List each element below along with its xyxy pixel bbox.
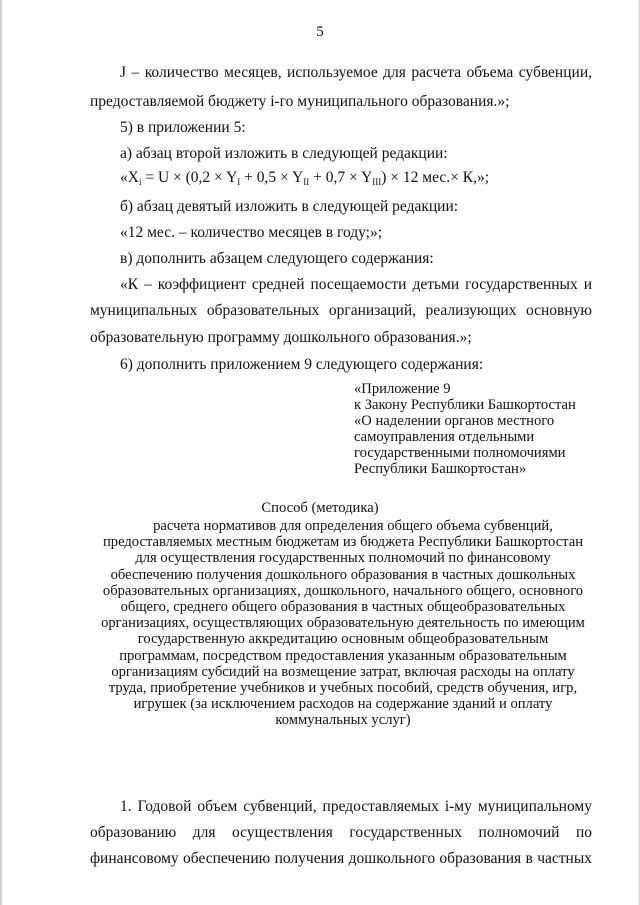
text-line-8: в) дополнить абзацем следующего содержания: (120, 250, 434, 267)
formula-subscript: I (237, 177, 241, 187)
text-line-12: 6) дополнить приложением 9 следующего содержания: (120, 356, 484, 373)
text-line-10: муниципальных образовательных организаций, реализующих основную (90, 302, 592, 319)
formula-subscript: i (138, 177, 142, 187)
text-line-4: а) абзац второй изложить в следующей редакции: (120, 145, 448, 162)
para1-line-2: образованию для осуществления государственных полномочий по (90, 824, 592, 841)
formula-subscript: II (303, 177, 310, 187)
formula-part: «X (120, 169, 139, 186)
method-line: организациях, осуществляющих образовательную деятельность по имеющим (101, 615, 585, 632)
para1-line-1: 1. Годовой объем субвенций, предоставляемых i-му муниципальному (120, 798, 592, 815)
text-line-6: б) абзац девятый изложить в следующей редакции: (120, 198, 459, 215)
method-line: игрушек (за исключением расходов на содержание зданий и оплату (133, 696, 553, 713)
method-subtitle (78, 518, 608, 729)
method-title: Способ (методика) (261, 500, 379, 516)
formula-line (120, 167, 489, 193)
text-line-2: предоставляемой бюджету i-го муниципального образования.»; (90, 93, 510, 110)
appendix-line: к Закону Республики Башкортостан (354, 397, 576, 413)
formula-part: ) × 12 мес.× К,»; (381, 169, 490, 186)
method-line: образовательных организациях, дошкольного, начального общего, основного (102, 582, 584, 599)
appendix-line: Республики Башкортостан» (354, 461, 527, 477)
method-line: программам, посредством предоставления указанным образовательным (119, 647, 567, 664)
appendix-header (354, 381, 604, 477)
text-line-9: «К – коэффициент средней посещаемости детьми государственных и (120, 276, 592, 293)
para1-line-3: финансовому обеспечению получения дошкольного образования в частных (90, 850, 592, 867)
method-line: организациям субсидий на возмещение затрат, включая расходы на оплату (111, 663, 575, 680)
method-line: для осуществления государственных полномочий по финансовому (135, 550, 551, 567)
method-line: труда, приобретение учебников и учебных пособий, средств обучения, игр, (108, 680, 578, 697)
method-line: обеспечению получения дошкольного образования в частных дошкольных (110, 566, 576, 583)
appendix-line: самоуправления отдельными (354, 429, 535, 445)
appendix-line: «Приложение 9 (354, 381, 451, 397)
text-line-7: «12 мес. – количество месяцев в году;»; (120, 224, 383, 241)
method-line: предоставляемых местным бюджетам из бюджета Республики Башкортостан (102, 534, 584, 551)
method-line: коммунальных услуг) (275, 712, 411, 729)
appendix-line: государственными полномочиями (354, 445, 566, 461)
method-line: государственную аккредитацию основным общеобразовательным (137, 631, 549, 648)
appendix-line: «О наделении органов местного (354, 413, 555, 429)
method-line: общего, среднего общего образования в частных общеобразовательных (120, 599, 566, 616)
formula-part: + 0,7 × Y (309, 169, 373, 186)
text-line-1: J – количество месяцев, используемое для расчета объема субвенции, (120, 64, 592, 81)
page-number: 5 (316, 24, 324, 40)
text-line-3: 5) в приложении 5: (120, 119, 246, 136)
method-line: расчета нормативов для определения общего объема субвенций, (153, 518, 553, 534)
formula-part: + 0,5 × Y (240, 169, 304, 186)
text-line-11: образовательную программу дошкольного образования.»; (90, 329, 472, 346)
formula-part: = U × (0,2 × Y (141, 169, 238, 186)
formula-subscript: III (372, 177, 382, 187)
scan-edge-left (0, 0, 3, 905)
